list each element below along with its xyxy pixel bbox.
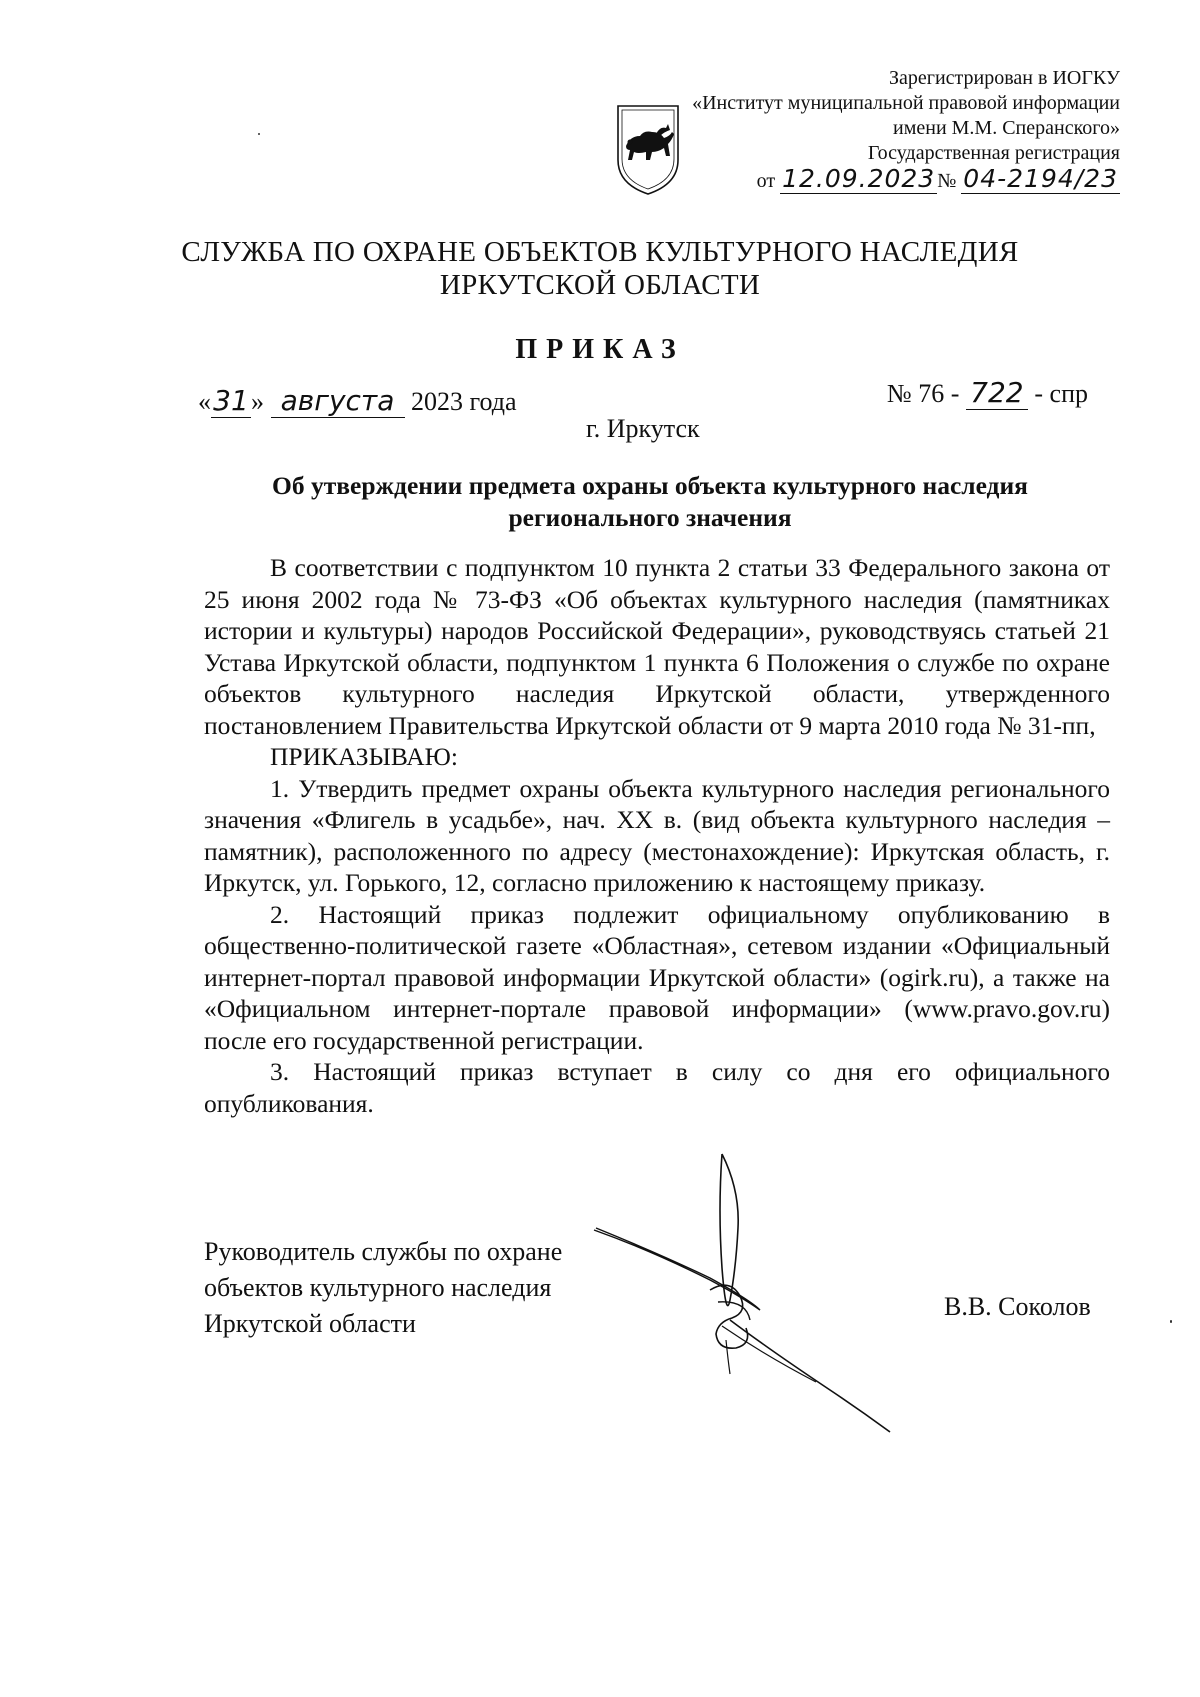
- order-number-prefix: № 76 -: [886, 379, 960, 408]
- registration-line-1: Зарегистрирован в ИОГКУ: [889, 67, 1120, 89]
- city-label: г. Иркутск: [586, 414, 700, 443]
- scan-speck: [1170, 1320, 1172, 1323]
- order-body: [204, 552, 1110, 1119]
- signatory-position-line-3: Иркутской области: [204, 1309, 416, 1338]
- handwritten-signature: [590, 1150, 930, 1435]
- registration-line-4: Государственная регистрация: [867, 142, 1120, 164]
- document-title: ПРИКАЗ: [515, 334, 685, 365]
- signatory-position-line-2: объектов культурного наследия: [204, 1273, 552, 1302]
- signatory-name: В.В. Соколов: [944, 1292, 1091, 1321]
- date-year: 2023 года: [411, 387, 517, 416]
- organization-heading-line-2: ИРКУТСКОЙ ОБЛАСТИ: [439, 269, 761, 301]
- registration-from-label: от: [756, 170, 776, 192]
- registration-line-2: «Институт муниципальной правовой информации: [692, 92, 1120, 114]
- organization-heading-line-1: СЛУЖБА ПО ОХРАНЕ ОБЪЕКТОВ КУЛЬТУРНОГО НАСЛЕДИЯ: [181, 236, 1019, 268]
- date-month: августа: [271, 384, 405, 418]
- order-number-suffix: - спр: [1034, 379, 1088, 408]
- order-subject: [200, 470, 1100, 534]
- order-item-1: 1. Утвердить предмет охраны объекта культурного наследия регионального значения «Флигель в усадьбе», нач. XX в. (вид объекта культурного наследия – памятник), расположенного по адресу (местонахождение): Иркутская область, г. Иркутск, ул. Горького, 12, согласно приложению к настоящему приказу.: [204, 773, 1110, 897]
- registration-date: 12.09.2023: [782, 164, 936, 193]
- signatory-position-line-1: Руководитель службы по охране: [204, 1237, 563, 1266]
- date-day: 31: [211, 384, 251, 418]
- registration-number: 04-2194/23: [963, 164, 1118, 193]
- order-number-value: 722: [966, 376, 1028, 410]
- order-item-3: 3. Настоящий приказ вступает в силу со дня его официального опубликования.: [204, 1057, 1110, 1118]
- scan-speck: [258, 133, 260, 135]
- date-close-quote: »: [251, 387, 264, 416]
- preamble-paragraph: В соответствии с подпунктом 10 пункта 2 статьи 33 Федерального закона от 25 июня 2002 года № 73-ФЗ «Об объектах культурного наследия (памятниках истории и культуры) народов Российской Федерации», руководствуясь статьей 21 Устава Иркутской области, подпунктом 1 пункта 6 Положения о службе по охране объектов культурного наследия Иркутской области, утвержденного постановлением Правительства Иркутской области от 9 марта 2010 года № 31-пп,: [204, 553, 1110, 740]
- registration-line-3: имени М.М. Сперанского»: [893, 117, 1120, 139]
- order-number: [887, 376, 1088, 410]
- signatory-position: [204, 1234, 562, 1342]
- order-item-2: 2. Настоящий приказ подлежит официальному опубликованию в общественно-политической газете «Областная», сетевом издании «Официальный интернет-портал правовой информации Иркутской области» (ogirk.ru), а также на «Официальном интернет-портале правовой информации» (www.pravo.gov.ru) после его государственной регистрации.: [204, 899, 1110, 1055]
- irkutsk-coat-of-arms-icon: [614, 102, 682, 198]
- date-open-quote: «: [198, 387, 211, 416]
- organization-heading: [0, 236, 1200, 302]
- order-date: [198, 384, 517, 418]
- order-word: ПРИКАЗЫВАЮ:: [270, 742, 458, 771]
- registration-number-sign: №: [937, 170, 957, 192]
- order-subject-line-1: Об утверждении предмета охраны объекта культурного наследия: [272, 471, 1028, 500]
- order-subject-line-2: регионального значения: [508, 503, 792, 532]
